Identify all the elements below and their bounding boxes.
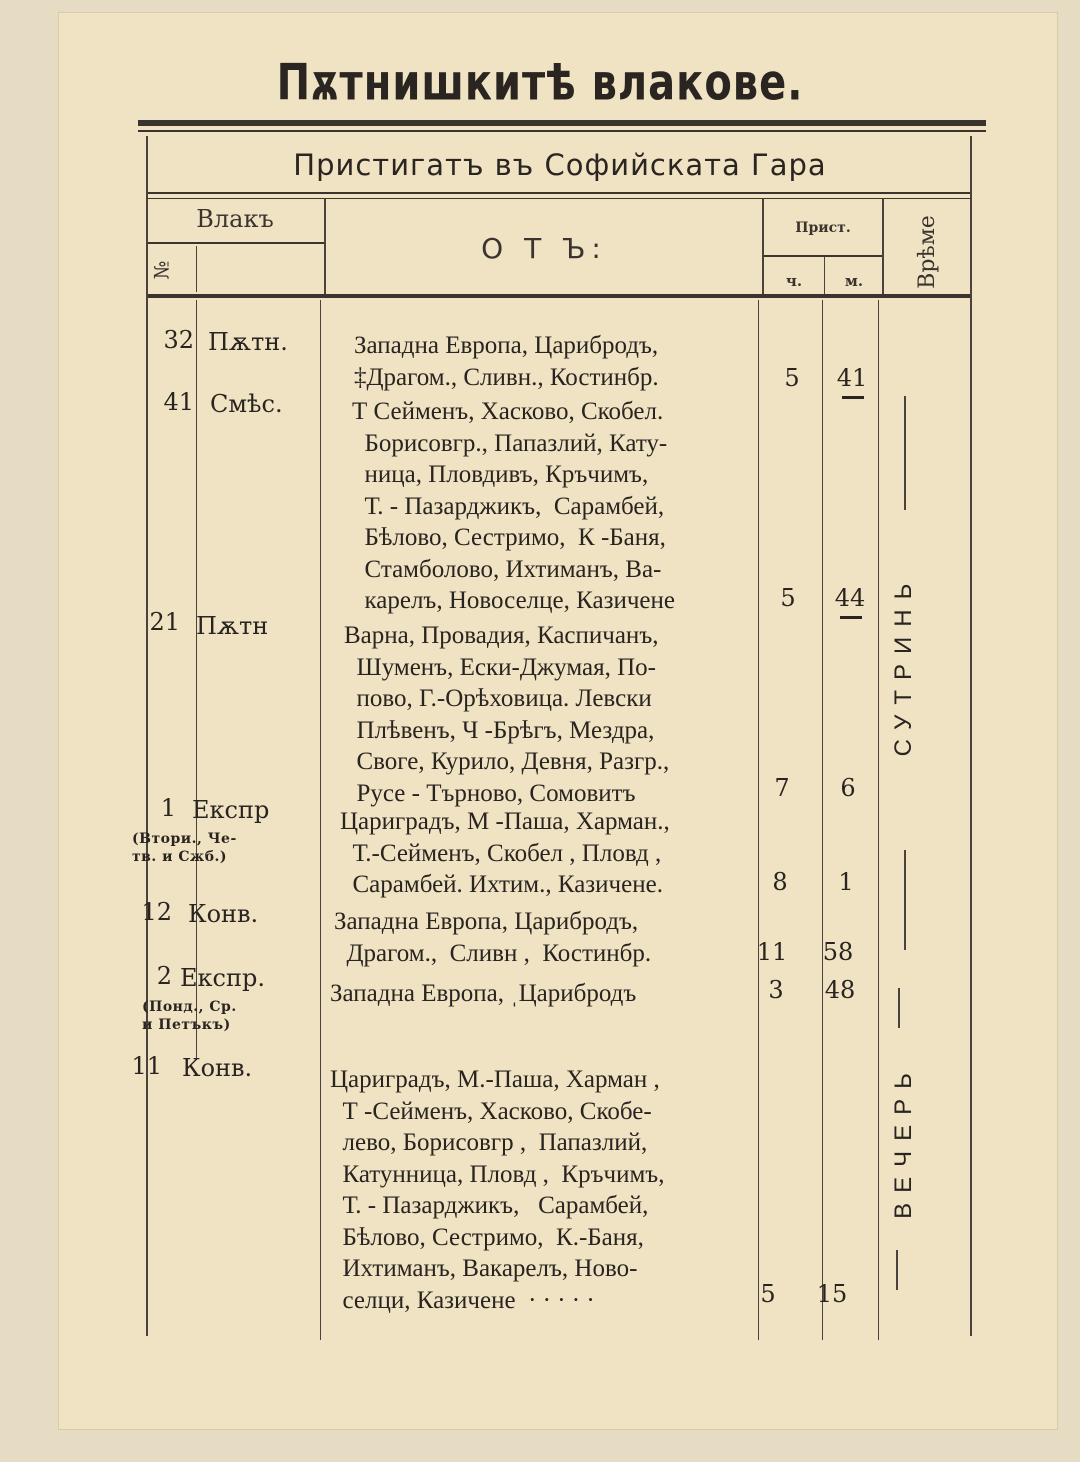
header-train: Влакъ bbox=[196, 205, 274, 233]
train-number: 1 bbox=[160, 794, 176, 822]
header-no: № bbox=[149, 260, 174, 280]
header-minutes: м. bbox=[844, 272, 864, 290]
header-rule bbox=[148, 294, 970, 298]
col-divider-train-body bbox=[320, 300, 321, 1340]
minute-dash bbox=[840, 616, 862, 619]
route-text: Цариградъ, М -Паша, Харман., Т.-Сейменъ, Скобел , Пловд , Сарамбей. Ихтим., Казичене. bbox=[340, 808, 670, 898]
train-type: Конв. bbox=[188, 900, 259, 928]
col-divider-no-body bbox=[196, 300, 197, 1060]
col-divider-hm bbox=[824, 257, 825, 294]
col-divider-arrival bbox=[882, 198, 884, 294]
route-text: Варна, Провадия, Каспичанъ, Шуменъ, Ески-Джумая, По- пово, Г.-Орѣховица. Левски Плѣвенъ, Ч -Брѣгъ, Мездра, Своге, Курило, Девня, Разгр., Русе - Търново, Сомовитъ bbox=[344, 622, 670, 807]
arrival-hour: 11 bbox=[756, 938, 788, 966]
train-number: 2 bbox=[156, 962, 172, 990]
arrival-hour: 5 bbox=[760, 1280, 776, 1308]
col-divider-from-body bbox=[758, 300, 759, 1340]
route-text: Западна Европа, Царибродъ, Драгом., Сливн , Костинбр. bbox=[334, 908, 652, 967]
train-number: 32 bbox=[163, 326, 194, 354]
arrival-hour: 7 bbox=[774, 774, 790, 802]
arrival-minute: 15 bbox=[816, 1280, 848, 1308]
train-type: Конв. bbox=[182, 1054, 253, 1082]
route-text: Т Сейменъ, Хасково, Скобел. Борисовгр., Папазлий, Кату- ница, Пловдивъ, Кръчимъ, Т. - Пазарджикъ, Сарамбей, Бѣлово, Сестримо, К -Баня, Стамболово, Ихтиманъ, Ва- карелъ, Новоселце, Казичене bbox=[352, 398, 675, 614]
arrival-hour: 8 bbox=[772, 868, 788, 896]
train-number: 41 bbox=[163, 388, 194, 416]
route-text: Цариградъ, М.-Паша, Харман , Т -Сейменъ, Хасково, Скобе- лево, Борисовгр , Папазлий, Катунница, Пловд , Кръчимъ, Т. - Пазарджикъ, Сарамбей, Бѣлово, Сестримо, К.-Баня, Ихтиманъ, Вакарелъ, Ново- селци, Казичене · · · · · bbox=[330, 1066, 665, 1314]
period-evening: ВЕЧЕРЬ bbox=[890, 1063, 917, 1219]
train-type: Пѫтн bbox=[196, 612, 269, 640]
route-text: Западна Европа, Царибродъ, ‡Драгом., Сливн., Костинбр. bbox=[354, 332, 659, 391]
arrival-hour: 5 bbox=[780, 584, 796, 612]
morning-bracket-top bbox=[904, 396, 906, 510]
col-divider-hm-body bbox=[822, 300, 823, 1340]
page-title: Пѫтнишкитѣ влакове. bbox=[276, 54, 804, 112]
col-divider-no bbox=[196, 246, 197, 292]
table-right-border bbox=[970, 136, 972, 1336]
table-left-border bbox=[146, 136, 148, 1336]
col-divider-from bbox=[762, 198, 764, 294]
title-rule bbox=[138, 120, 986, 126]
arrival-hour: 5 bbox=[784, 364, 800, 392]
evening-bracket-top bbox=[898, 988, 900, 1028]
arrival-minute: 44 bbox=[834, 584, 866, 612]
minute-dash bbox=[842, 396, 864, 399]
header-train-rule bbox=[148, 242, 324, 244]
train-type: Експр bbox=[192, 796, 270, 824]
arrival-minute: 48 bbox=[824, 976, 856, 1004]
table-subtitle: Пристигатъ въ Софийската Гара bbox=[293, 148, 827, 182]
arrival-minute: 58 bbox=[822, 938, 854, 966]
arrival-minute: 41 bbox=[836, 364, 868, 392]
subtitle-rule bbox=[148, 192, 970, 194]
morning-bracket-bottom bbox=[904, 850, 906, 950]
arrival-hour: 3 bbox=[768, 976, 784, 1004]
train-type: Пѫтн. bbox=[208, 328, 288, 356]
evening-bracket-bottom bbox=[896, 1250, 898, 1290]
arrival-minute: 1 bbox=[838, 868, 854, 896]
header-time: Врѣме bbox=[915, 215, 940, 289]
arrival-minute: 6 bbox=[840, 774, 856, 802]
title-rule-thin bbox=[138, 130, 986, 132]
train-number: 12 bbox=[141, 898, 172, 926]
train-note: (Понд., Ср. и Петъкъ) bbox=[142, 999, 237, 1033]
header-from: О Т Ъ: bbox=[481, 232, 607, 265]
train-number: 11 bbox=[131, 1052, 162, 1080]
col-divider-train bbox=[324, 198, 326, 294]
col-divider-arrival-body bbox=[878, 300, 879, 1340]
header-arrival: Прист. bbox=[795, 220, 851, 236]
train-number: 21 bbox=[149, 608, 180, 636]
train-type: Експр. bbox=[180, 964, 265, 992]
header-hours: ч. bbox=[785, 272, 803, 290]
period-morning: СУТРИНЬ bbox=[890, 573, 917, 757]
train-type: Смѣс. bbox=[210, 390, 283, 418]
train-note: (Втори., Че- тв. и Сжб.) bbox=[132, 831, 237, 865]
subtitle-rule-2 bbox=[148, 198, 970, 199]
route-text: Западна Европа, ˌЦарибродъ bbox=[330, 980, 637, 1007]
header-arrival-rule bbox=[762, 255, 884, 257]
